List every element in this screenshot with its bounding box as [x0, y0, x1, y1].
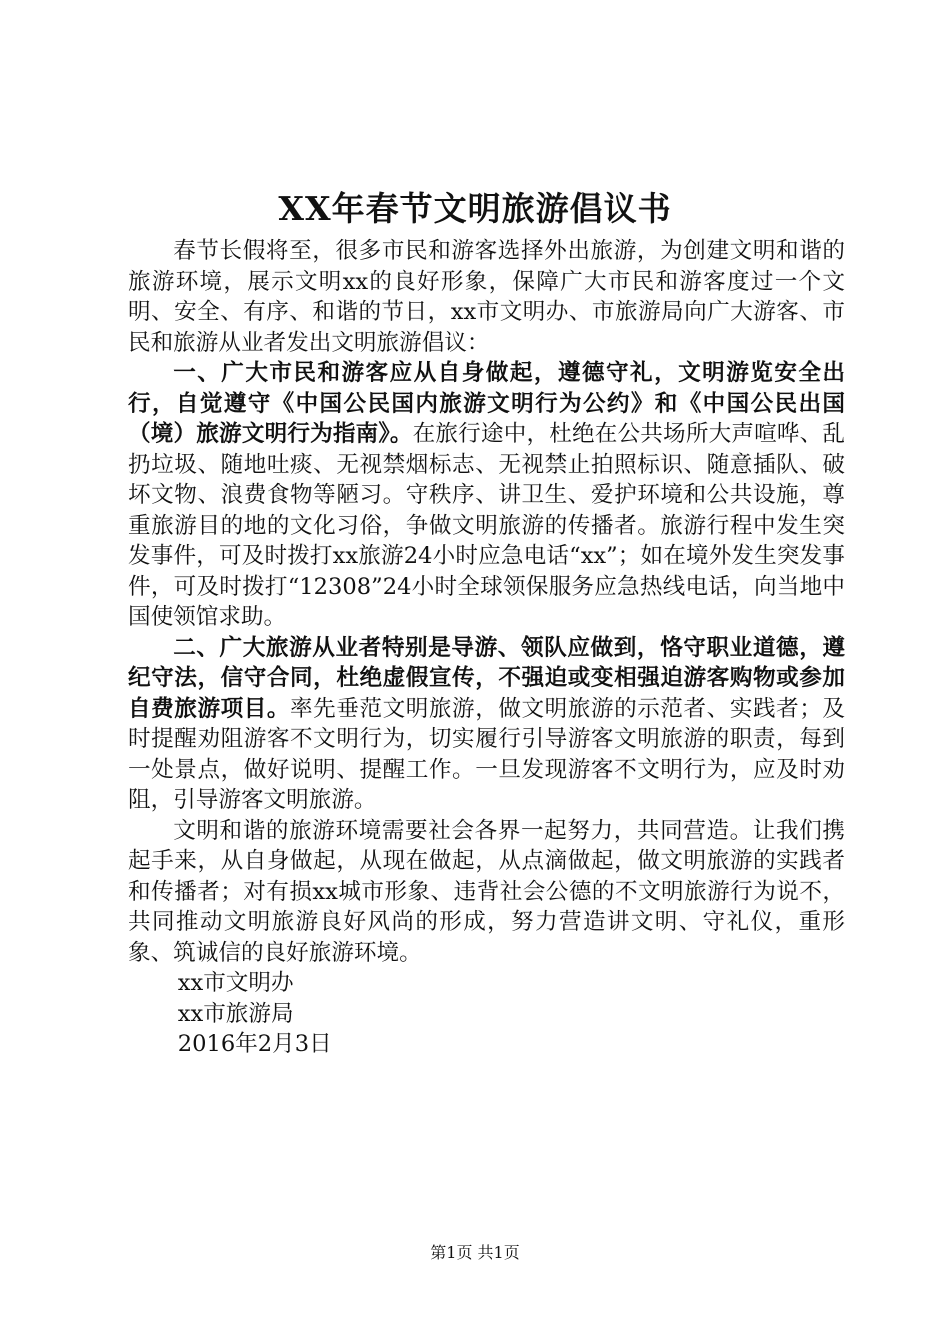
document-body — [128, 236, 845, 1060]
section-2-body: 率先垂范文明旅游，做文明旅游的示范者、实践者；及时提醒劝阻游客不文明行为，切实履行引导游客文明旅游的职责，每到一处景点，做好说明、提醒工作。一旦发现游客不文明行为，应及时劝阻，引导游客文明旅游。 — [128, 695, 846, 813]
section-1-heading: 一、广大市民和游客应从自身做起，遵德守礼，文明游览安全出行，自觉遵守《中国公民国内旅游文明行为公约》和《中国公民出国（境）旅游文明行为指南》。 — [128, 360, 845, 447]
section-2-paragraph — [128, 633, 845, 816]
document-title: XX年春节文明旅游倡议书 — [278, 189, 672, 228]
closing-paragraph: 文明和谐的旅游环境需要社会各界一起努力，共同营造。让我们携起手来，从自身做起，从现在做起，从点滴做起，做文明旅游的实践者和传播者；对有损xx城市形象、违背社会公德的不文明旅游行为说不，共同推动文明旅游良好风尚的形成，努力营造讲文明、守礼仪，重形象、筑诚信的良好旅游环境。 — [128, 817, 845, 966]
page-footer: 第1页 共1页 — [430, 1243, 520, 1262]
signature-civilization-office: xx市文明办 — [177, 970, 294, 996]
intro-paragraph: 春节长假将至，很多市民和游客选择外出旅游，为创建文明和谐的旅游环境，展示文明xx的良好形象，保障广大市民和游客度过一个文明、安全、有序、和谐的节日，xx市文明办、市旅游局向广大游客、市民和旅游从业者发出文明旅游倡议： — [128, 238, 845, 356]
section-1-paragraph — [128, 358, 845, 633]
section-2-heading: 二、广大旅游从业者特别是导游、领队应做到，恪守职业道德，遵纪守法，信守合同，杜绝虚假宣传，不强迫或变相强迫游客购物或参加自费旅游项目。 — [128, 634, 845, 722]
signature-date: 2016年2月3日 — [177, 1031, 332, 1057]
signature-tourism-bureau: xx市旅游局 — [177, 1000, 294, 1027]
section-1-body: 在旅行途中，杜绝在公共场所大声喧哗、乱扔垃圾、随地吐痰、无视禁烟标志、无视禁止拍照标识、随意插队、破坏文物、浪费食物等陋习。守秩序、讲卫生、爱护环境和公共设施，尊重旅游目的地的文化习俗，争做文明旅游的传播者。旅游行程中发生突发事件，可及时拨打xx旅游24小时应急电话“xx”；如在境外发生突发事件，可及时拨打“12308”24小时全球领保服务应急热线电话，向当地中国使领馆求助。 — [128, 421, 845, 630]
